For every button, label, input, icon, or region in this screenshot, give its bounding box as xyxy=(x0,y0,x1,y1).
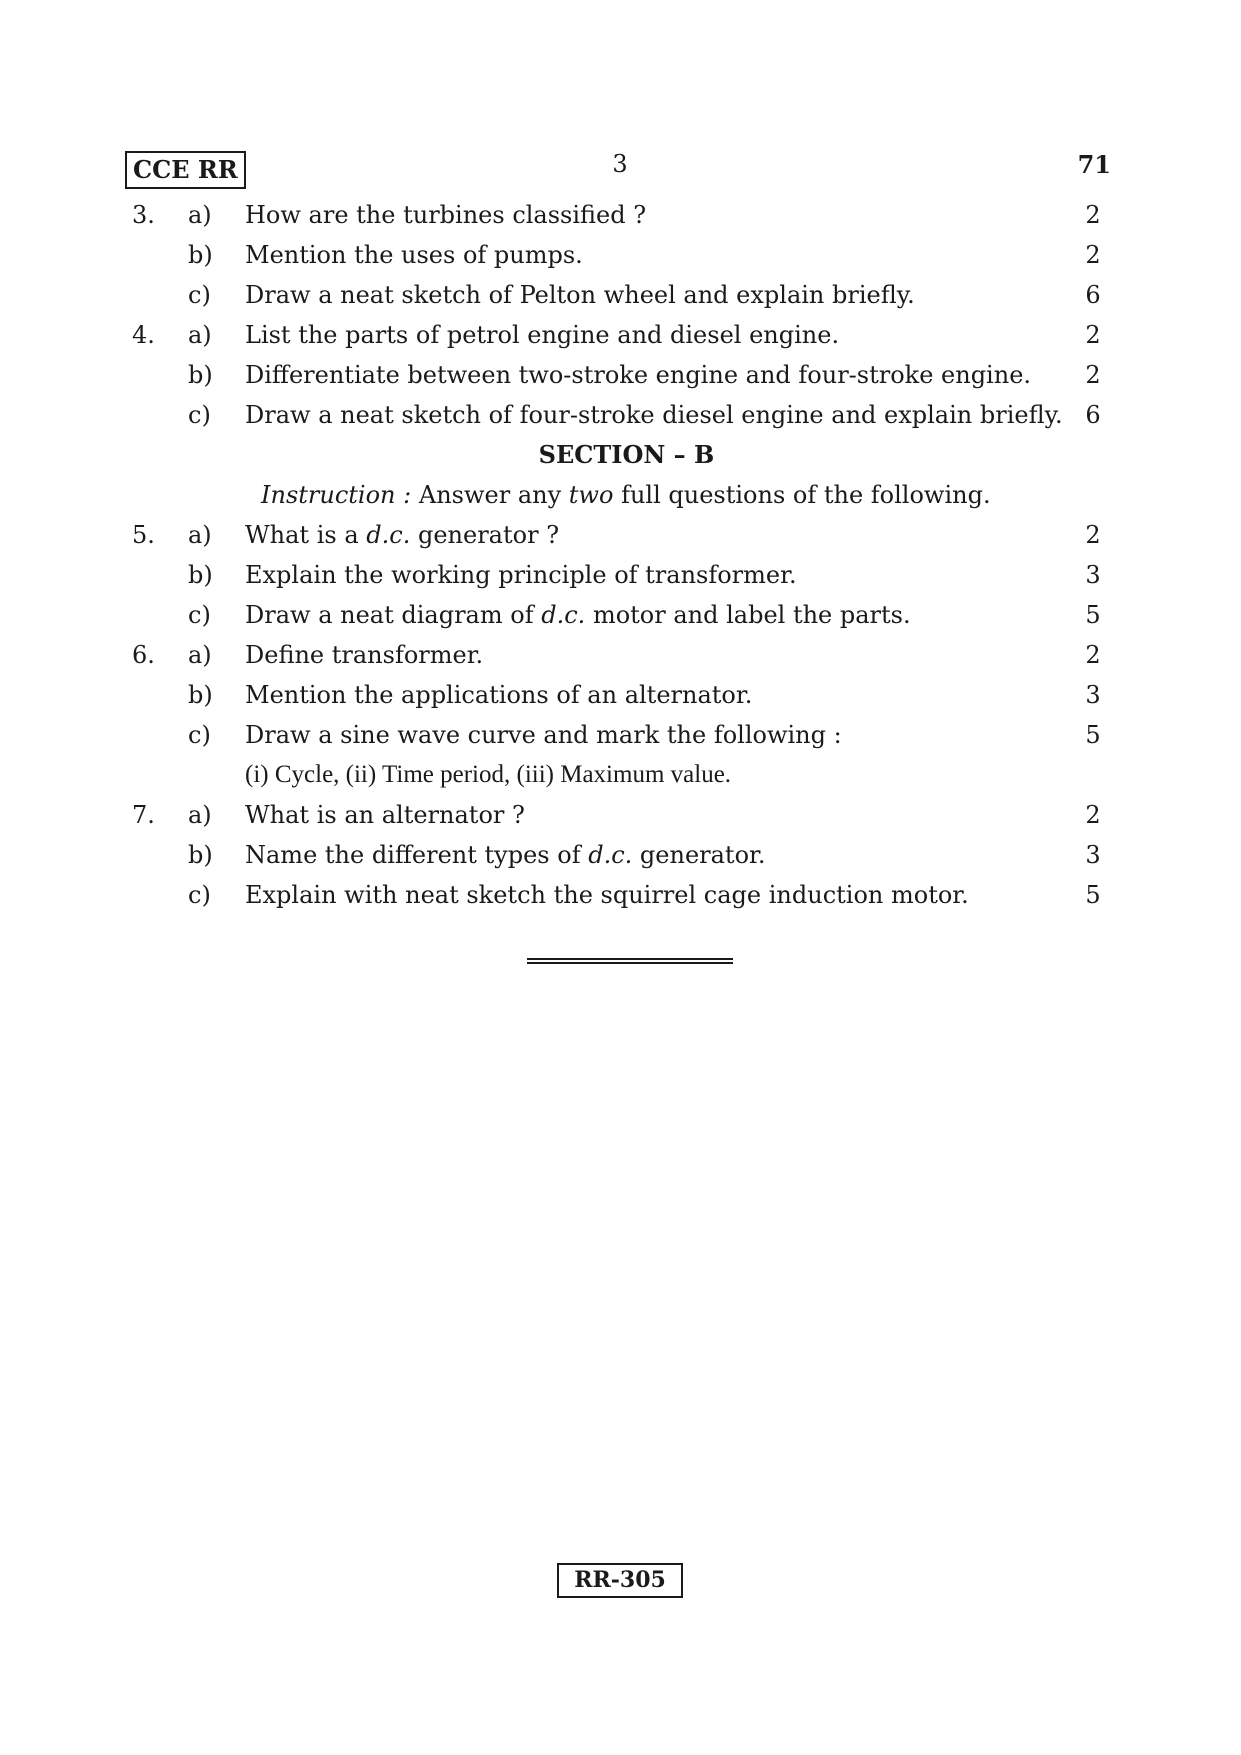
question-text-emphasis: d.c. xyxy=(541,601,586,629)
question-row xyxy=(128,795,1105,835)
question-text: (i) Cycle, (ii) Time period, (iii) Maximum value. xyxy=(245,761,732,788)
question-text-emphasis: d.c. xyxy=(588,841,633,869)
sub-question-label: a) xyxy=(188,201,212,229)
question-text-part: generator. xyxy=(639,841,766,869)
question-text: Mention the applications of an alternator. xyxy=(245,681,753,709)
instruction-text: full questions of the following. xyxy=(621,481,991,509)
instruction-label: Instruction : xyxy=(261,481,412,509)
instruction-line xyxy=(128,475,1105,515)
question-row xyxy=(128,595,1105,635)
marks: 3 xyxy=(1085,681,1101,709)
question-row xyxy=(128,835,1105,875)
question-number: 7. xyxy=(132,801,155,829)
sub-question-label: a) xyxy=(188,521,212,549)
marks: 3 xyxy=(1085,841,1101,869)
question-row-continuation xyxy=(128,755,1105,795)
question-row xyxy=(128,395,1105,435)
question-text: Draw a sine wave curve and mark the following : xyxy=(245,721,842,749)
instruction-text: Answer any xyxy=(418,481,562,509)
sub-question-label: c) xyxy=(188,601,211,629)
marks: 2 xyxy=(1085,801,1101,829)
sub-question-label: a) xyxy=(188,321,212,349)
marks: 2 xyxy=(1085,201,1101,229)
question-text xyxy=(245,835,766,875)
marks: 3 xyxy=(1085,561,1101,589)
sub-question-label: a) xyxy=(188,641,212,669)
question-text: How are the turbines classified ? xyxy=(245,201,647,229)
course-code-box: CCE RR xyxy=(125,151,246,189)
question-row xyxy=(128,675,1105,715)
footer-code-box: RR-305 xyxy=(557,1563,683,1598)
question-text xyxy=(245,515,559,555)
question-text: Draw a neat sketch of Pelton wheel and explain briefly. xyxy=(245,281,915,309)
question-text-emphasis: d.c. xyxy=(366,521,411,549)
marks: 2 xyxy=(1085,521,1101,549)
sub-question-label: c) xyxy=(188,881,211,909)
end-double-rule xyxy=(527,958,733,964)
sub-question-label: a) xyxy=(188,801,212,829)
question-text: List the parts of petrol engine and diesel engine. xyxy=(245,321,840,349)
marks: 5 xyxy=(1085,721,1101,749)
question-text-part: Name the different types of xyxy=(245,841,581,869)
question-number: 4. xyxy=(132,321,155,349)
question-text: Mention the uses of pumps. xyxy=(245,241,583,269)
question-text xyxy=(245,595,911,635)
sub-question-label: b) xyxy=(188,841,213,869)
question-list xyxy=(128,195,1105,915)
question-number: 6. xyxy=(132,641,155,669)
sub-question-label: c) xyxy=(188,281,211,309)
marks: 2 xyxy=(1085,321,1101,349)
sub-question-label: b) xyxy=(188,681,213,709)
question-row xyxy=(128,195,1105,235)
question-number: 5. xyxy=(132,521,155,549)
question-text: What is an alternator ? xyxy=(245,801,525,829)
marks: 6 xyxy=(1085,281,1101,309)
sub-question-label: b) xyxy=(188,361,213,389)
marks: 2 xyxy=(1085,361,1101,389)
question-row xyxy=(128,315,1105,355)
marks: 6 xyxy=(1085,401,1101,429)
page-number: 3 xyxy=(612,150,628,178)
marks: 2 xyxy=(1085,641,1101,669)
marks: 5 xyxy=(1085,601,1101,629)
marks: 5 xyxy=(1085,881,1101,909)
question-text: Explain the working principle of transformer. xyxy=(245,561,797,589)
section-heading: SECTION – B xyxy=(538,440,715,469)
question-text: Define transformer. xyxy=(245,641,484,669)
instruction-emphasis: two xyxy=(568,481,614,509)
sub-question-label: c) xyxy=(188,721,211,749)
question-text: Differentiate between two-stroke engine and four-stroke engine. xyxy=(245,361,1032,389)
paper-number: 71 xyxy=(1077,150,1111,179)
sub-question-label: c) xyxy=(188,401,211,429)
question-text-part: motor and label the parts. xyxy=(592,601,911,629)
question-text-part: generator ? xyxy=(417,521,560,549)
question-row xyxy=(128,555,1105,595)
question-row xyxy=(128,875,1105,915)
question-row xyxy=(128,515,1105,555)
question-row xyxy=(128,635,1105,675)
sub-question-label: b) xyxy=(188,561,213,589)
question-row xyxy=(128,275,1105,315)
question-row xyxy=(128,715,1105,755)
question-number: 3. xyxy=(132,201,155,229)
question-row xyxy=(128,355,1105,395)
question-text-part: What is a xyxy=(245,521,359,549)
question-text: Explain with neat sketch the squirrel cage induction motor. xyxy=(245,881,969,909)
question-row xyxy=(128,235,1105,275)
sub-question-label: b) xyxy=(188,241,213,269)
question-text: Draw a neat sketch of four-stroke diesel engine and explain briefly. xyxy=(245,401,1063,429)
marks: 2 xyxy=(1085,241,1101,269)
question-text-part: Draw a neat diagram of xyxy=(245,601,534,629)
